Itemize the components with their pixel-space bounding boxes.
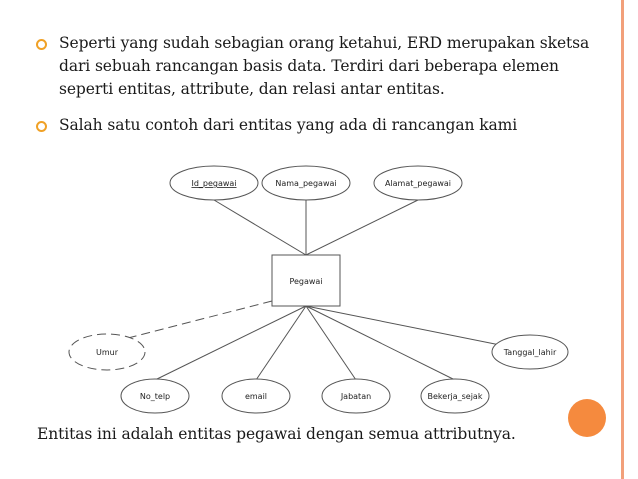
label-entity-pegawai: Pegawai bbox=[289, 277, 323, 286]
connector-email bbox=[256, 306, 306, 380]
bullet-1-line-3: seperti entitas, attribute, dan relasi antar entitas. bbox=[59, 80, 445, 98]
label-id-pegawai: Id_pegawai bbox=[191, 179, 237, 188]
connector-alamat bbox=[306, 200, 418, 255]
connector-tanggal bbox=[306, 306, 500, 345]
bullet-2-line-1: Salah satu contoh dari entitas yang ada di rancangan kami bbox=[59, 116, 518, 134]
bullet-1-line-1: Seperti yang sudah sebagian orang ketahui, ERD merupakan sketsa bbox=[59, 34, 590, 52]
connector-notelp bbox=[155, 306, 306, 380]
label-tanggal-lahir: Tanggal_lahir bbox=[503, 348, 557, 357]
label-alamat-pegawai: Alamat_pegawai bbox=[384, 179, 452, 188]
decorative-orange-circle bbox=[568, 399, 606, 437]
connector-id bbox=[214, 200, 306, 255]
label-nama-pegawai: Nama_pegawai bbox=[275, 179, 337, 188]
connector-jabatan bbox=[306, 306, 356, 380]
label-umur: Umur bbox=[95, 348, 119, 357]
label-no-telp: No_telp bbox=[139, 392, 171, 401]
connector-umur bbox=[128, 301, 272, 338]
label-bekerja-sejak: Bekerja_sejak bbox=[427, 392, 483, 401]
label-jabatan: Jabatan bbox=[340, 392, 372, 401]
footer-caption: Entitas ini adalah entitas pegawai dengan semua attributnya. bbox=[37, 425, 516, 443]
label-email: email bbox=[244, 392, 268, 401]
connector-bekerja bbox=[306, 306, 455, 380]
bullet-1-line-2: dari sebuah rancangan basis data. Terdiri dari beberapa elemen bbox=[59, 57, 559, 75]
